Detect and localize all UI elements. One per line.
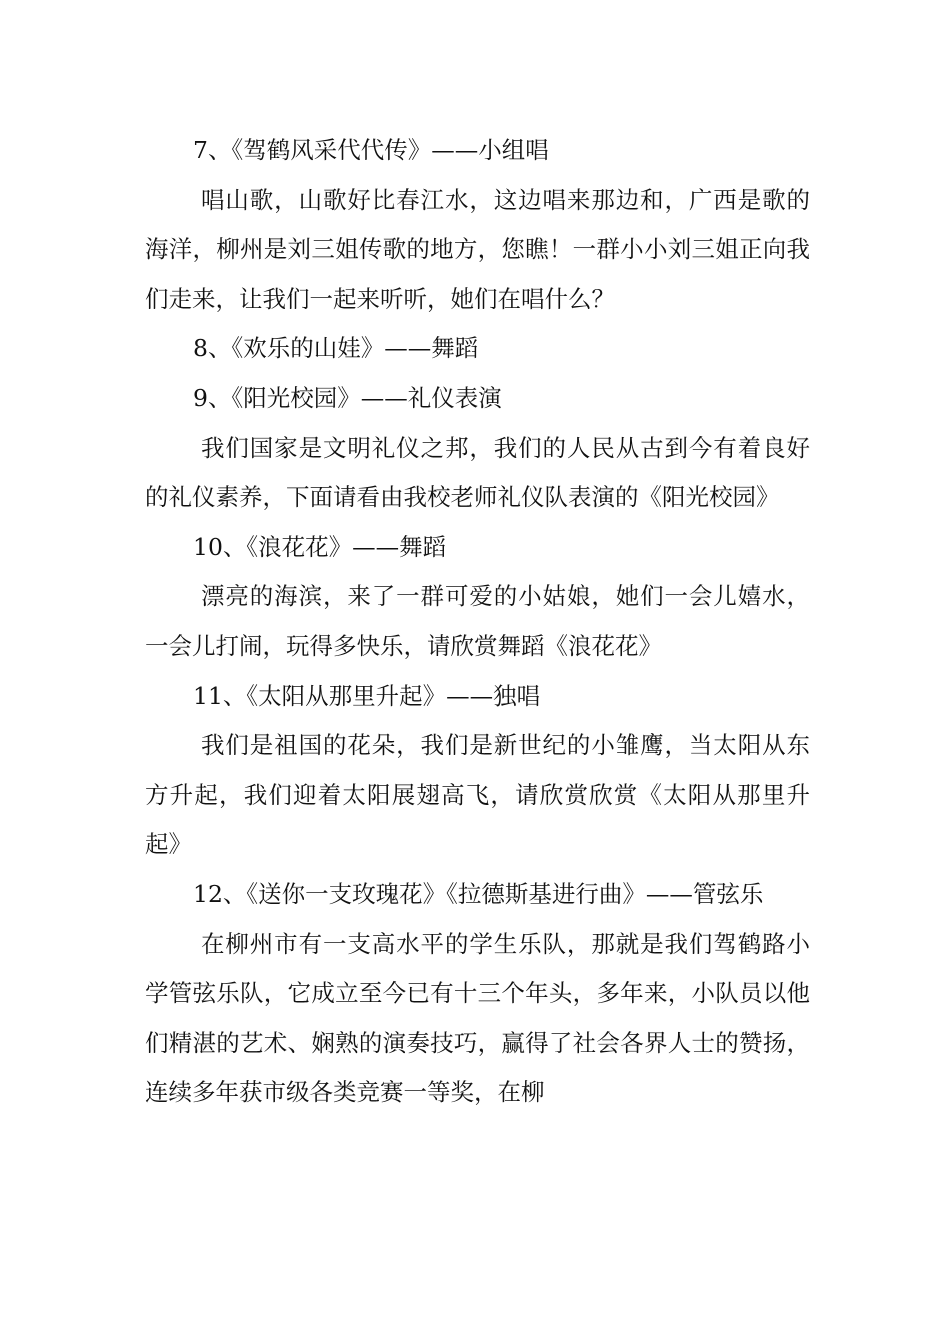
program-item-10-heading: 10、《浪花花》——舞蹈	[193, 532, 447, 561]
program-item-12-heading: 12、《送你一支玫瑰花》《拉德斯基进行曲》——管弦乐	[193, 879, 764, 908]
program-item-12-intro: 在柳州市有一支高水平的学生乐队，那就是我们驾鹤路小学管弦乐队，它成立至今已有十三个年头，多年来，小队员以他们精湛的艺术、娴熟的演奏技巧，赢得了社会各界人士的赞扬，连续多年获市级各类竞赛一等奖，在柳	[145, 929, 810, 1107]
program-item-9-intro: 我们国家是文明礼仪之邦，我们的人民从古到今有着良好的礼仪素养，下面请看由我校老师礼仪队表演的《阳光校园》	[145, 433, 810, 512]
program-item-11-intro: 我们是祖国的花朵，我们是新世纪的小雏鹰，当太阳从东方升起，我们迎着太阳展翅高飞，请欣赏欣赏《太阳从那里升起》	[145, 731, 810, 859]
document-body	[145, 126, 810, 1118]
program-item-11-heading: 11、《太阳从那里升起》——独唱	[193, 681, 541, 710]
program-item-7-heading: 7、《驾鹤风采代代传》——小组唱	[193, 136, 549, 164]
program-item-8-heading: 8、《欢乐的山娃》——舞蹈	[193, 334, 479, 363]
program-item-10-intro: 漂亮的海滨，来了一群可爱的小姑娘，她们一会儿嬉水，一会儿打闹，玩得多快乐，请欣赏舞蹈《浪花花》	[145, 582, 810, 660]
program-item-7-intro: 唱山歌，山歌好比春江水，这边唱来那边和，广西是歌的海洋，柳州是刘三姐传歌的地方，您瞧！一群小小刘三姐正向我们走来，让我们一起来听听，她们在唱什么？	[145, 185, 810, 313]
program-item-9-heading: 9、《阳光校园》——礼仪表演	[193, 383, 502, 412]
